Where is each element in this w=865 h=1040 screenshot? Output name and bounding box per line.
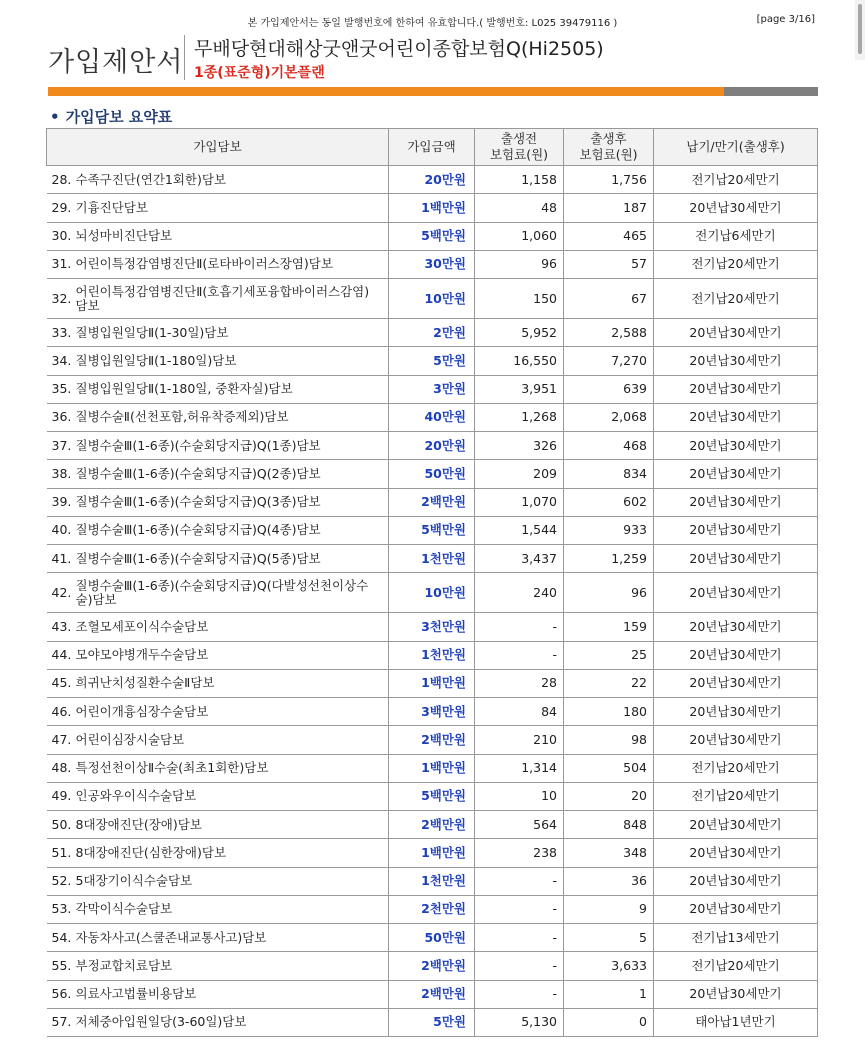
table-row [47, 516, 818, 544]
amount-cell: 5백만원 [389, 782, 475, 810]
prebirth-premium-cell: 238 [475, 839, 564, 867]
table-row [47, 924, 818, 952]
table-row [47, 669, 818, 697]
coverage-name: 뇌성마비진단담보 [75, 228, 173, 244]
coverage-name: 어린이특정감염병진단Ⅱ(호흡기세포융합바이러스감염)담보 [75, 283, 370, 313]
prebirth-premium-cell: 1,544 [475, 516, 564, 544]
prebirth-premium-cell: 209 [475, 460, 564, 488]
coverage-cell [47, 811, 389, 839]
coverage-cell [47, 980, 389, 1008]
postbirth-premium-cell: 98 [564, 726, 654, 754]
prebirth-premium-cell: - [475, 980, 564, 1008]
header-bar-gray [724, 87, 818, 96]
table-row [47, 432, 818, 460]
row-number: 55. [51, 957, 72, 973]
row-number: 54. [51, 929, 72, 945]
row-number: 57. [51, 1014, 72, 1030]
coverage-cell [47, 924, 389, 952]
table-row [47, 279, 818, 319]
term-cell: 20년납30세만기 [654, 669, 818, 697]
term-cell: 전기납20세만기 [654, 166, 818, 194]
amount-cell: 1백만원 [389, 754, 475, 782]
row-number: 36. [51, 409, 72, 425]
coverage-cell [47, 613, 389, 641]
prebirth-premium-cell: 326 [475, 432, 564, 460]
scrollbar-thumb[interactable] [858, 4, 862, 54]
header-postbirth: 출생후 보험료(원) [564, 129, 654, 166]
coverage-name: 저체중아입원일당(3-60일)담보 [75, 1014, 247, 1030]
table-row [47, 250, 818, 278]
coverage-name: 5대장기이식수술담보 [75, 873, 193, 889]
row-number: 47. [51, 731, 72, 747]
prebirth-premium-cell: 16,550 [475, 347, 564, 375]
postbirth-premium-cell: 1 [564, 980, 654, 1008]
postbirth-premium-cell: 2,068 [564, 403, 654, 431]
coverage-name: 어린이개흉심장수술담보 [75, 703, 209, 719]
postbirth-premium-cell: 180 [564, 698, 654, 726]
coverage-cell [47, 347, 389, 375]
row-number: 40. [51, 522, 72, 538]
table-row [47, 403, 818, 431]
row-number: 46. [51, 703, 72, 719]
table-row [47, 839, 818, 867]
coverage-cell [47, 698, 389, 726]
coverage-name: 질병수술Ⅲ(1-6종)(수술회당지급)Q(다발성선천이상수술)담보 [75, 577, 369, 607]
coverage-cell [47, 545, 389, 573]
amount-cell: 5백만원 [389, 222, 475, 250]
term-cell: 전기납20세만기 [654, 250, 818, 278]
row-number: 42. [51, 584, 72, 600]
table-row [47, 166, 818, 194]
postbirth-premium-cell: 187 [564, 194, 654, 222]
row-number: 38. [51, 465, 72, 481]
amount-cell: 3천만원 [389, 613, 475, 641]
row-number: 32. [51, 290, 72, 306]
term-cell: 20년납30세만기 [654, 698, 818, 726]
coverage-cell [47, 488, 389, 516]
term-cell: 20년납30세만기 [654, 726, 818, 754]
postbirth-premium-cell: 5 [564, 924, 654, 952]
term-cell: 전기납20세만기 [654, 782, 818, 810]
row-number: 44. [51, 647, 72, 663]
prebirth-premium-cell: 150 [475, 279, 564, 319]
coverage-cell [47, 669, 389, 697]
row-number: 52. [51, 873, 72, 889]
amount-cell: 10만원 [389, 279, 475, 319]
coverage-cell [47, 782, 389, 810]
coverage-cell [47, 250, 389, 278]
postbirth-premium-cell: 465 [564, 222, 654, 250]
validity-note: 본 가입제안서는 동일 발행번호에 한하여 유효합니다.( 발행번호: L025 39479116 ) [247, 18, 618, 29]
amount-cell: 40만원 [389, 403, 475, 431]
table-row [47, 726, 818, 754]
postbirth-premium-cell: 67 [564, 279, 654, 319]
term-cell: 20년납30세만기 [654, 811, 818, 839]
prebirth-premium-cell: 5,130 [475, 1008, 564, 1036]
section-title-text: 가입담보 요약표 [65, 108, 173, 126]
table-row [47, 698, 818, 726]
amount-cell: 2백만원 [389, 980, 475, 1008]
term-cell: 20년납30세만기 [654, 375, 818, 403]
term-cell: 20년납30세만기 [654, 839, 818, 867]
amount-cell: 2백만원 [389, 488, 475, 516]
prebirth-premium-cell: 3,437 [475, 545, 564, 573]
term-cell: 20년납30세만기 [654, 545, 818, 573]
table-row [47, 952, 818, 980]
coverage-summary-table [46, 128, 818, 1037]
coverage-name: 질병수술Ⅲ(1-6종)(수술회당지급)Q(1종)담보 [75, 437, 321, 453]
coverage-cell [47, 222, 389, 250]
table-row [47, 867, 818, 895]
amount-cell: 3백만원 [389, 698, 475, 726]
plan-name: 1종(표준형)기본플랜 [194, 65, 325, 81]
header-coverage: 가입담보 [47, 129, 389, 166]
prebirth-premium-cell: 210 [475, 726, 564, 754]
product-name: 무배당현대해상굿앤굿어린이종합보험Q(Hi2505) [194, 38, 604, 60]
table-row [47, 1008, 818, 1036]
table-row [47, 641, 818, 669]
row-number: 33. [51, 324, 72, 340]
coverage-cell [47, 432, 389, 460]
prebirth-premium-cell: 10 [475, 782, 564, 810]
row-number: 29. [51, 199, 72, 215]
prebirth-premium-cell: - [475, 641, 564, 669]
coverage-name: 수족구진단(연간1회한)담보 [75, 171, 227, 187]
postbirth-premium-cell: 159 [564, 613, 654, 641]
amount-cell: 20만원 [389, 432, 475, 460]
postbirth-premium-cell: 468 [564, 432, 654, 460]
term-cell: 전기납6세만기 [654, 222, 818, 250]
table-row [47, 811, 818, 839]
table-row [47, 980, 818, 1008]
row-number: 41. [51, 550, 72, 566]
prebirth-premium-cell: 48 [475, 194, 564, 222]
term-cell: 20년납30세만기 [654, 319, 818, 347]
postbirth-premium-cell: 96 [564, 573, 654, 613]
table-row [47, 194, 818, 222]
term-cell: 20년납30세만기 [654, 641, 818, 669]
postbirth-premium-cell: 848 [564, 811, 654, 839]
amount-cell: 1백만원 [389, 839, 475, 867]
coverage-cell [47, 726, 389, 754]
table-header-row [47, 129, 818, 166]
amount-cell: 30만원 [389, 250, 475, 278]
amount-cell: 50만원 [389, 460, 475, 488]
amount-cell: 2천만원 [389, 895, 475, 923]
coverage-name: 질병입원일당Ⅱ(1-180일)담보 [75, 352, 237, 368]
prebirth-premium-cell: - [475, 895, 564, 923]
coverage-cell [47, 573, 389, 613]
coverage-cell [47, 867, 389, 895]
term-cell: 20년납30세만기 [654, 460, 818, 488]
coverage-name: 희귀난치성질환수술Ⅱ담보 [75, 675, 215, 691]
term-cell: 전기납13세만기 [654, 924, 818, 952]
prebirth-premium-cell: - [475, 613, 564, 641]
term-cell: 전기납20세만기 [654, 754, 818, 782]
coverage-name: 모야모야병개두수술담보 [75, 647, 209, 663]
term-cell: 20년납30세만기 [654, 573, 818, 613]
coverage-name: 질병입원일당Ⅱ(1-30일)담보 [75, 324, 229, 340]
prebirth-premium-cell: 28 [475, 669, 564, 697]
postbirth-premium-cell: 639 [564, 375, 654, 403]
postbirth-premium-cell: 504 [564, 754, 654, 782]
term-cell: 20년납30세만기 [654, 867, 818, 895]
coverage-cell [47, 279, 389, 319]
prebirth-premium-cell: 3,951 [475, 375, 564, 403]
term-cell: 20년납30세만기 [654, 488, 818, 516]
row-number: 39. [51, 494, 72, 510]
row-number: 49. [51, 788, 72, 804]
coverage-name: 8대장애진단(장애)담보 [75, 816, 202, 832]
row-number: 35. [51, 381, 72, 397]
prebirth-premium-cell: 5,952 [475, 319, 564, 347]
coverage-cell [47, 460, 389, 488]
coverage-name: 의료사고법률비용담보 [75, 986, 197, 1002]
coverage-name: 질병수술Ⅲ(1-6종)(수술회당지급)Q(2종)담보 [75, 465, 321, 481]
amount-cell: 50만원 [389, 924, 475, 952]
header-amount: 가입금액 [389, 129, 475, 166]
amount-cell: 5만원 [389, 347, 475, 375]
coverage-cell [47, 166, 389, 194]
postbirth-premium-cell: 36 [564, 867, 654, 895]
section-title [50, 106, 172, 127]
coverage-cell [47, 194, 389, 222]
coverage-cell [47, 641, 389, 669]
header-prebirth: 출생전 보험료(원) [475, 129, 564, 166]
coverage-name: 각막이식수술담보 [75, 901, 173, 917]
postbirth-premium-cell: 1,259 [564, 545, 654, 573]
table-row [47, 613, 818, 641]
coverage-name: 기흉진단담보 [75, 199, 148, 215]
table-row [47, 545, 818, 573]
postbirth-premium-cell: 57 [564, 250, 654, 278]
coverage-name: 질병수술Ⅲ(1-6종)(수술회당지급)Q(4종)담보 [75, 522, 321, 538]
prebirth-premium-cell: 96 [475, 250, 564, 278]
prebirth-premium-cell: 1,268 [475, 403, 564, 431]
term-cell: 20년납30세만기 [654, 516, 818, 544]
coverage-name: 어린이특정감염병진단Ⅱ(로타바이러스장염)담보 [75, 256, 333, 272]
row-number: 37. [51, 437, 72, 453]
coverage-name: 부정교합치료담보 [75, 957, 173, 973]
header-bar-orange [48, 87, 724, 96]
term-cell: 20년납30세만기 [654, 613, 818, 641]
row-number: 53. [51, 901, 72, 917]
postbirth-premium-cell: 2,588 [564, 319, 654, 347]
coverage-cell [47, 375, 389, 403]
coverage-name: 질병수술Ⅲ(1-6종)(수술회당지급)Q(3종)담보 [75, 494, 321, 510]
postbirth-premium-cell: 933 [564, 516, 654, 544]
coverage-cell [47, 839, 389, 867]
postbirth-premium-cell: 7,270 [564, 347, 654, 375]
amount-cell: 5백만원 [389, 516, 475, 544]
row-number: 30. [51, 228, 72, 244]
header-term: 납기/만기(출생후) [654, 129, 818, 166]
term-cell: 20년납30세만기 [654, 432, 818, 460]
postbirth-premium-cell: 348 [564, 839, 654, 867]
amount-cell: 2백만원 [389, 726, 475, 754]
table-row [47, 222, 818, 250]
coverage-cell [47, 952, 389, 980]
term-cell: 20년납30세만기 [654, 347, 818, 375]
postbirth-premium-cell: 22 [564, 669, 654, 697]
row-number: 28. [51, 171, 72, 187]
prebirth-premium-cell: 1,060 [475, 222, 564, 250]
bullet-icon: • [50, 108, 60, 126]
postbirth-premium-cell: 0 [564, 1008, 654, 1036]
table-row [47, 460, 818, 488]
amount-cell: 3만원 [389, 375, 475, 403]
coverage-cell [47, 754, 389, 782]
coverage-name: 인공와우이식수술담보 [75, 788, 197, 804]
row-number: 50. [51, 816, 72, 832]
table-row [47, 319, 818, 347]
row-number: 34. [51, 352, 72, 368]
coverage-cell [47, 319, 389, 347]
table-row [47, 895, 818, 923]
coverage-name: 질병입원일당Ⅱ(1-180일, 중환자실)담보 [75, 381, 293, 397]
prebirth-premium-cell: - [475, 952, 564, 980]
page-number: [page 3/16] [756, 14, 815, 25]
amount-cell: 20만원 [389, 166, 475, 194]
amount-cell: 2백만원 [389, 811, 475, 839]
amount-cell: 1천만원 [389, 545, 475, 573]
term-cell: 20년납30세만기 [654, 194, 818, 222]
amount-cell: 2만원 [389, 319, 475, 347]
coverage-cell [47, 516, 389, 544]
doc-title: 가입제안서 [48, 47, 184, 78]
coverage-name: 자동차사고(스쿨존내교통사고)담보 [75, 929, 267, 945]
row-number: 56. [51, 986, 72, 1002]
postbirth-premium-cell: 25 [564, 641, 654, 669]
header-divider [184, 35, 185, 80]
row-number: 51. [51, 844, 72, 860]
table-row [47, 573, 818, 613]
postbirth-premium-cell: 1,756 [564, 166, 654, 194]
coverage-name: 질병수술Ⅱ(선천포함,허유착증제외)담보 [75, 409, 289, 425]
table-row [47, 375, 818, 403]
coverage-name: 어린이심장시술담보 [75, 731, 185, 747]
term-cell: 전기납20세만기 [654, 952, 818, 980]
table-row [47, 347, 818, 375]
coverage-name: 조혈모세포이식수술담보 [75, 618, 209, 634]
amount-cell: 2백만원 [389, 952, 475, 980]
postbirth-premium-cell: 834 [564, 460, 654, 488]
amount-cell: 1천만원 [389, 867, 475, 895]
term-cell: 태아납1년만기 [654, 1008, 818, 1036]
prebirth-premium-cell: 240 [475, 573, 564, 613]
term-cell: 전기납20세만기 [654, 279, 818, 319]
prebirth-premium-cell: 84 [475, 698, 564, 726]
table-row [47, 488, 818, 516]
postbirth-premium-cell: 9 [564, 895, 654, 923]
coverage-name: 8대장애진단(심한장애)담보 [75, 844, 227, 860]
prebirth-premium-cell: 1,158 [475, 166, 564, 194]
prebirth-premium-cell: 1,070 [475, 488, 564, 516]
prebirth-premium-cell: 564 [475, 811, 564, 839]
amount-cell: 1백만원 [389, 669, 475, 697]
row-number: 31. [51, 256, 72, 272]
document-header [48, 32, 818, 80]
row-number: 45. [51, 675, 72, 691]
prebirth-premium-cell: - [475, 924, 564, 952]
postbirth-premium-cell: 20 [564, 782, 654, 810]
amount-cell: 1천만원 [389, 641, 475, 669]
postbirth-premium-cell: 602 [564, 488, 654, 516]
amount-cell: 10만원 [389, 573, 475, 613]
scrollbar[interactable] [855, 0, 865, 60]
coverage-name: 특정선천이상Ⅱ수술(최초1회한)담보 [75, 760, 269, 776]
amount-cell: 5만원 [389, 1008, 475, 1036]
coverage-name: 질병수술Ⅲ(1-6종)(수술회당지급)Q(5종)담보 [75, 550, 321, 566]
table-row [47, 782, 818, 810]
term-cell: 20년납30세만기 [654, 895, 818, 923]
term-cell: 20년납30세만기 [654, 403, 818, 431]
row-number: 43. [51, 618, 72, 634]
coverage-cell [47, 1008, 389, 1036]
term-cell: 20년납30세만기 [654, 980, 818, 1008]
coverage-cell [47, 403, 389, 431]
row-number: 48. [51, 760, 72, 776]
prebirth-premium-cell: 1,314 [475, 754, 564, 782]
amount-cell: 1백만원 [389, 194, 475, 222]
prebirth-premium-cell: - [475, 867, 564, 895]
coverage-cell [47, 895, 389, 923]
postbirth-premium-cell: 3,633 [564, 952, 654, 980]
table-row [47, 754, 818, 782]
